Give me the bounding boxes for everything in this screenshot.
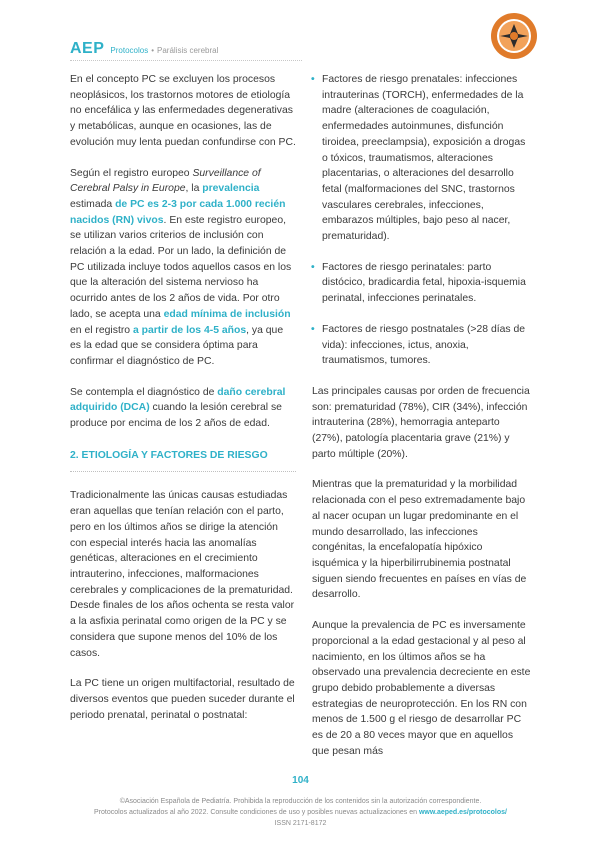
- list-item-text: Factores de riesgo perinatales: parto distócico, bradicardia fetal, hipoxia-isquemia perinatal, infecciones perinatales.: [322, 261, 526, 305]
- list-item-text: Factores de riesgo postnatales (>28 días de vida): infecciones, ictus, anoxia, traumatismos, tumores.: [322, 323, 526, 367]
- issn-line: ISSN 2171-8172: [274, 820, 327, 827]
- text-run: en el registro: [70, 324, 133, 336]
- bullet-icon: •: [311, 74, 315, 85]
- breadcrumb-section[interactable]: Protocolos: [110, 46, 149, 55]
- header-divider: [70, 60, 302, 61]
- highlight-rate: de PC es 2-3 por cada 1.000 recién nacidos (RN) vivos: [70, 198, 286, 226]
- breadcrumb: [110, 46, 218, 55]
- paragraph-causes: Tradicionalmente las únicas causas estudiadas eran aquellas que tenían relación con el parto, pero en los últimos años se dirige la atención con especial interés hacia las anomalías genéticas, alteraciones en el crecimiento intrauterino, infecciones, malformaciones cerebrales y complicaciones de la prematuridad. Desde finales de los años ochenta se resta valor a la asfixia perinatal como origen de la PC y se considera que supone menos del 10% de los casos.: [70, 490, 295, 659]
- page-number: 104: [292, 775, 309, 786]
- paragraph-exclusions: En el concepto PC se excluyen los procesos neoplásicos, los trastornos motores de etiología no encefálica y las enfermedades degenerativas y metabólicas, aunque en ocasiones, las de evolución muy lenta puedan confundirse con PC.: [70, 74, 296, 148]
- registry-name: Surveillance of Cerebral Palsy in Europe: [70, 167, 261, 195]
- text-run: , ya que es la edad que se considera óptima para confirmar el diagnóstico de PC.: [70, 324, 284, 367]
- paragraph-developed-world: Mientras que la prematuridad y la morbilidad relacionada con el peso extremadamente bajo al nacer ocupan un lugar predominante en el mundo desarrollado, las infecciones congénitas, la encefalopatía hipóxico isquémica y la hiperbilirrubinemia postnatal siguen siendo frecuentes en países en vías de desarrollo.: [312, 479, 527, 601]
- page-footer: [0, 796, 601, 829]
- breadcrumb-separator: •: [151, 46, 155, 55]
- paragraph-multifactorial: La PC tiene un origen multifactorial, resultado de diversos eventos que pueden suceder durante el periodo prenatal, perinatal o postnatal:: [70, 678, 295, 721]
- text-run: Según el registro europeo: [70, 167, 193, 179]
- breadcrumb-topic: Parálisis cerebral: [157, 46, 219, 55]
- list-item-text: Factores de riesgo prenatales: infecciones intrauterinas (TORCH), enfermedades de la madre (alteraciones de coagulación, enfermedades autoinmunes, disfunción tiroidea, preeclampsia), exposición a drogas o tóxicos, traumatismos, alteraciones placentarias, o alteraciones del desarrollo fetal (malformaciones del SNC, trastornos vasculares cerebrales, infecciones, embarazos múltiples, bajo peso al nacer, prematuridad).: [322, 74, 526, 243]
- list-item: [312, 260, 532, 307]
- list-item: [312, 322, 532, 369]
- section-title: 2. ETIOLOGÍA Y FACTORES DE RIESGO: [70, 449, 268, 461]
- copyright-line: ©Asociación Española de Pediatría. Prohibida la reproducción de los contenidos sin la autorización correspondiente.: [119, 798, 482, 805]
- paragraph-main-causes: Las principales causas por orden de frecuencia son: prematuridad (78%), CIR (34%), infección intrauterina (28%), hemorragia anteparto (27%), patología placentaria grave (21%) y parto múltiple (20%).: [312, 385, 530, 460]
- highlight-min-age: edad mínima de inclusión: [163, 308, 291, 320]
- paragraph-gestational-age: Aunque la prevalencia de PC es inversamente proporcional a la edad gestacional y al peso al nacimiento, en los últimos años se ha observado una prevalencia decreciente en este grupo debido probablemente a diversas estrategias de neuroprotección. En los RN con menos de 1.500 g el riesgo de desarrollar PC es de 20 a 80 veces mayor que en aquellos que pesan más: [312, 620, 531, 757]
- bullet-icon: •: [311, 261, 315, 273]
- risk-factor-list: [312, 72, 532, 369]
- update-line: [0, 807, 601, 818]
- page-header: [70, 40, 218, 60]
- aep-seal-icon: [490, 12, 538, 60]
- paragraph-dca: [70, 385, 296, 432]
- highlight-prevalence: prevalencia: [202, 183, 260, 195]
- highlight-age-range: a partir de los 4-5 años: [132, 324, 247, 336]
- text-run: , la: [185, 183, 203, 195]
- text-run: estimada: [70, 198, 116, 210]
- highlight-dca: daño cerebral adquirido (DCA): [70, 386, 286, 414]
- text-run: Protocolos actualizados al año 2022. Consulte condiciones de uso y posibles nuevas actualizaciones en: [94, 809, 419, 816]
- text-run: Se contempla el diagnóstico de: [70, 386, 218, 398]
- left-column: [70, 72, 296, 738]
- text-run: . En este registro europeo, se utilizan varios criterios de inclusión con relación a la edad. Por un lado, la definición de PC utilizada incluye todos aquellos casos en los que la alteración del sistema nervioso ha ocurrido antes de los 2 años de vida. Por otro lado, se acepta una: [70, 214, 292, 320]
- section-divider: [70, 471, 296, 472]
- right-column: [312, 72, 532, 774]
- list-item: [312, 72, 532, 245]
- bullet-icon: •: [311, 323, 315, 335]
- protocols-link[interactable]: www.aeped.es/protocolos/: [418, 809, 507, 816]
- text-run: cuando la lesión cerebral se produce por encima de los 2 años de edad.: [70, 402, 282, 430]
- paragraph-prevalence: [70, 166, 296, 370]
- aep-logo: AEP: [70, 40, 105, 57]
